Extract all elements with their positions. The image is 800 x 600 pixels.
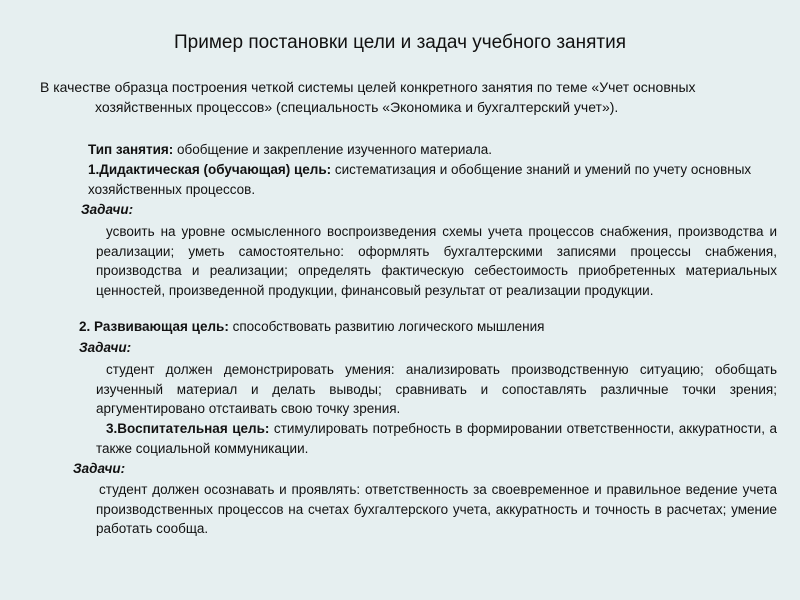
lesson-type-text: обобщение и закрепление изученного материала. <box>173 142 493 157</box>
developmental-goal-text: способствовать развитию логического мышления <box>228 319 545 334</box>
slide-title: Пример постановки цели и задач учебного занятия <box>174 32 626 53</box>
tasks-text-1: усвоить на уровне осмысленного воспроизведения схемы учета процессов снабжения, производства и реализации; уметь самостоятельно: оформлять бухгалтерскими записями процессы снабжения, производства и реализации; определять фактическую себестоимость приобретенных материальных ценностей, произведенной продукции, финансовый результат от реализации продукции. <box>96 224 777 298</box>
educational-goal-text: стимулировать потребность в формировании ответственности, аккуратности, а также социальной коммуникации. <box>96 421 777 456</box>
intro-paragraph <box>40 77 780 117</box>
didactic-goal <box>88 160 778 199</box>
developmental-goal-label: 2. Развивающая цель: <box>79 319 229 334</box>
lesson-type-label: Тип занятия: <box>88 142 174 157</box>
developmental-goal <box>79 317 779 337</box>
tasks-heading-3: Задачи: <box>73 461 126 476</box>
tasks-heading-1: Задачи: <box>81 202 134 217</box>
educational-goal <box>96 419 777 458</box>
tasks-text-2: студент должен демонстрировать умения: анализировать производственную ситуацию; обобщать изученный материал и делать выводы; сравнивать и сопоставлять различные точки зрения; аргументировано отстаивать свою точку зрения. <box>96 362 777 416</box>
intro-line-1: В качестве образца построения четкой системы целей конкретного занятия по теме «Учет основных <box>40 79 696 95</box>
tasks-heading-2: Задачи: <box>79 340 132 355</box>
tasks-text-3: студент должен осознавать и проявлять: ответственность за своевременное и правильное ведение учета производственных процессов на счетах бухгалтерского учета, аккуратность и точность в расчетах; умение работать сообща. <box>96 482 777 536</box>
didactic-goal-text: систематизация и обобщение знаний и умений по учету основных хозяйственных процессов. <box>88 162 752 197</box>
didactic-goal-label: 1.Дидактическая (обучающая) цель: <box>88 162 332 177</box>
intro-line-2: хозяйственных процессов» (специальность «Экономика и бухгалтерский учет»). <box>95 99 619 115</box>
lesson-type <box>88 140 778 160</box>
educational-goal-label: 3.Воспитательная цель: <box>106 421 270 436</box>
